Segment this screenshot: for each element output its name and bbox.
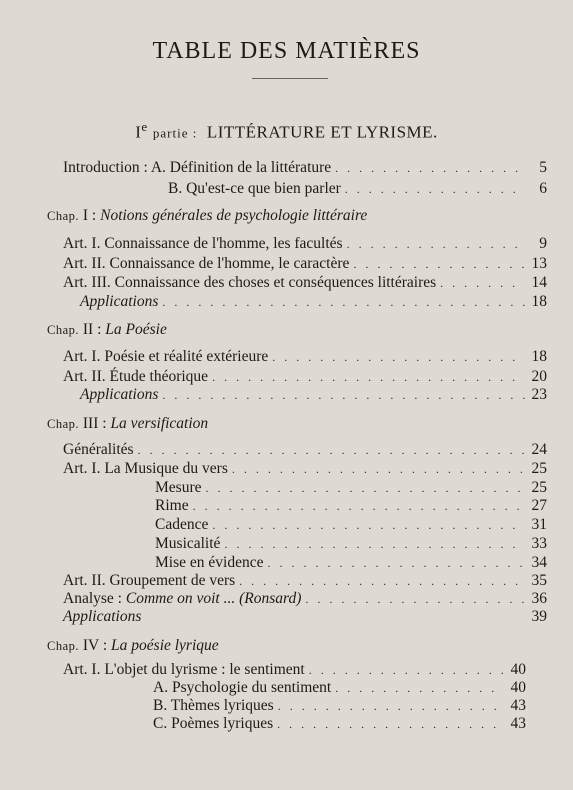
toc-entry-page: 35: [531, 572, 547, 589]
toc-entry-label: C. Poèmes lyriques: [153, 715, 274, 732]
toc-leader: [212, 370, 525, 385]
toc-entry-page: 14: [531, 274, 547, 291]
toc-entry-label: [63, 590, 305, 608]
toc-entry-label: A. Psychologie du sentiment: [153, 679, 332, 696]
toc-entry-label: Applications: [80, 386, 159, 403]
toc-entry-label: B. Qu'est-ce que bien parler: [168, 180, 341, 197]
toc-entry-page: 33: [531, 535, 547, 552]
toc-leader: [309, 663, 504, 678]
toc-entry-label: Introduction : A. Définition de la littérature: [63, 159, 332, 176]
toc-leader: [278, 699, 504, 714]
toc-entry[interactable]: [63, 590, 547, 610]
toc-entry-page: 27: [531, 497, 547, 514]
toc-leader: [193, 499, 525, 514]
toc-entry-label: Art. III. Connaissance des choses et conséquences littéraires: [63, 274, 437, 291]
chapter-prefix: Chap.: [47, 639, 80, 653]
toc-entry-label: Mise en évidence: [155, 554, 264, 571]
toc-entry-page: 34: [531, 554, 547, 571]
part-heading: [0, 119, 573, 143]
toc-entry[interactable]: [63, 661, 526, 681]
toc-entry[interactable]: [63, 159, 547, 179]
toc-leader: [345, 182, 525, 197]
part-numeral-sup: e: [141, 119, 149, 134]
toc-entry-page: 43: [510, 697, 526, 714]
toc-leader: [347, 237, 525, 252]
toc-entry-label: Art. II. Étude théorique: [63, 368, 209, 385]
toc-entry-label: Rime: [155, 497, 189, 514]
toc-entry-label: Généralités: [63, 441, 134, 458]
toc-leader: [232, 462, 525, 477]
toc-entry[interactable]: [63, 608, 547, 628]
toc-entry[interactable]: [63, 274, 547, 294]
toc-leader: [267, 556, 525, 571]
chapter-number: II :: [82, 321, 102, 338]
chapter-title: La poésie lyrique: [111, 637, 219, 654]
chapter-heading: [47, 637, 219, 655]
toc-entry-page: 36: [531, 590, 547, 607]
chapter-number: III :: [82, 415, 107, 432]
part-numeral: I: [135, 122, 142, 142]
toc-entry[interactable]: [63, 348, 547, 368]
chapter-title: La versification: [110, 415, 209, 432]
title-divider: [252, 78, 328, 79]
toc-entry-label: Art. II. Groupement de vers: [63, 572, 236, 589]
toc-entry[interactable]: [153, 715, 526, 735]
toc-entry[interactable]: [155, 479, 547, 499]
toc-entry-page: 39: [531, 608, 547, 625]
chapter-number: I :: [82, 207, 97, 224]
toc-entry-label: Art. I. Connaissance de l'homme, les facultés: [63, 235, 343, 252]
toc-leader: [206, 481, 526, 496]
toc-leader: [272, 350, 525, 365]
toc-entry-page: 6: [539, 180, 547, 197]
toc-leader: [335, 681, 504, 696]
toc-entry[interactable]: [80, 386, 547, 406]
toc-entry-page: 5: [539, 159, 547, 176]
toc-leader: [440, 276, 525, 291]
toc-entry[interactable]: [63, 572, 547, 592]
toc-entry[interactable]: [63, 368, 547, 388]
page-title: TABLE DES MATIÈRES: [152, 38, 421, 64]
toc-entry-page: 31: [531, 516, 547, 533]
toc-entry-label: Mesure: [155, 479, 202, 496]
toc-entry[interactable]: [80, 293, 547, 313]
chapter-heading: [47, 321, 167, 339]
part-name: LITTÉRATURE ET LYRISME.: [206, 122, 438, 142]
toc-entry[interactable]: [63, 441, 547, 461]
toc-entry-label: Art. I. L'objet du lyrisme : le sentiment: [63, 661, 305, 678]
toc-leader: [277, 717, 504, 732]
toc-leader: [335, 161, 525, 176]
toc-entry[interactable]: [155, 554, 547, 574]
toc-entry[interactable]: [63, 255, 547, 275]
toc-leader: [162, 388, 525, 403]
toc-leader: [162, 295, 525, 310]
toc-entry-page: 43: [510, 715, 526, 732]
toc-leader: [239, 574, 525, 589]
analyse-prefix: Analyse :: [63, 590, 122, 607]
toc-entry-page: 25: [531, 460, 547, 477]
toc-entry-page: 40: [510, 679, 526, 696]
chapter-number: IV :: [82, 637, 108, 654]
chapter-title: Notions générales de psychologie littéraire: [100, 207, 368, 224]
toc-entry-label: Cadence: [155, 516, 209, 533]
chapter-prefix: Chap.: [47, 323, 80, 337]
chapter-heading: [47, 415, 208, 433]
toc-entry-label: Art. I. Poésie et réalité extérieure: [63, 348, 269, 365]
toc-entry[interactable]: [63, 460, 547, 480]
toc-entry[interactable]: [153, 697, 526, 717]
toc-entry[interactable]: [153, 679, 526, 699]
toc-entry[interactable]: [155, 535, 547, 555]
chapter-title: La Poésie: [105, 321, 167, 338]
toc-entry-page: 40: [510, 661, 526, 678]
toc-entry[interactable]: [155, 497, 547, 517]
toc-entry-label: B. Thèmes lyriques: [153, 697, 274, 714]
toc-entry-page: 13: [531, 255, 547, 272]
toc-leader: [138, 443, 525, 458]
toc-entry-page: 24: [531, 441, 547, 458]
toc-leader: [212, 518, 525, 533]
chapter-heading: [47, 207, 367, 225]
toc-leader: [305, 592, 525, 607]
chapter-prefix: Chap.: [47, 417, 80, 431]
toc-entry-label: Musicalité: [155, 535, 221, 552]
toc-entry-label: Art. II. Connaissance de l'homme, le caractère: [63, 255, 350, 272]
toc-entry-page: 18: [531, 293, 547, 310]
toc-entry-page: 23: [531, 386, 547, 403]
chapter-prefix: Chap.: [47, 209, 80, 223]
toc-entry-page: 18: [531, 348, 547, 365]
toc-leader: [224, 537, 525, 552]
toc-leader: [353, 257, 525, 272]
toc-entry[interactable]: [63, 235, 547, 255]
analyse-title: Comme on voit ... (Ronsard): [125, 590, 302, 607]
toc-entry[interactable]: [168, 180, 547, 200]
toc-entry-label: Applications: [63, 608, 142, 625]
toc-entry-label: Art. I. La Musique du vers: [63, 460, 228, 477]
toc-entry-page: 9: [539, 235, 547, 252]
toc-entry-page: 20: [531, 368, 547, 385]
toc-entry[interactable]: [155, 516, 547, 536]
part-word: partie :: [152, 125, 198, 141]
toc-entry-page: 25: [531, 479, 547, 496]
toc-entry-label: Applications: [80, 293, 159, 310]
